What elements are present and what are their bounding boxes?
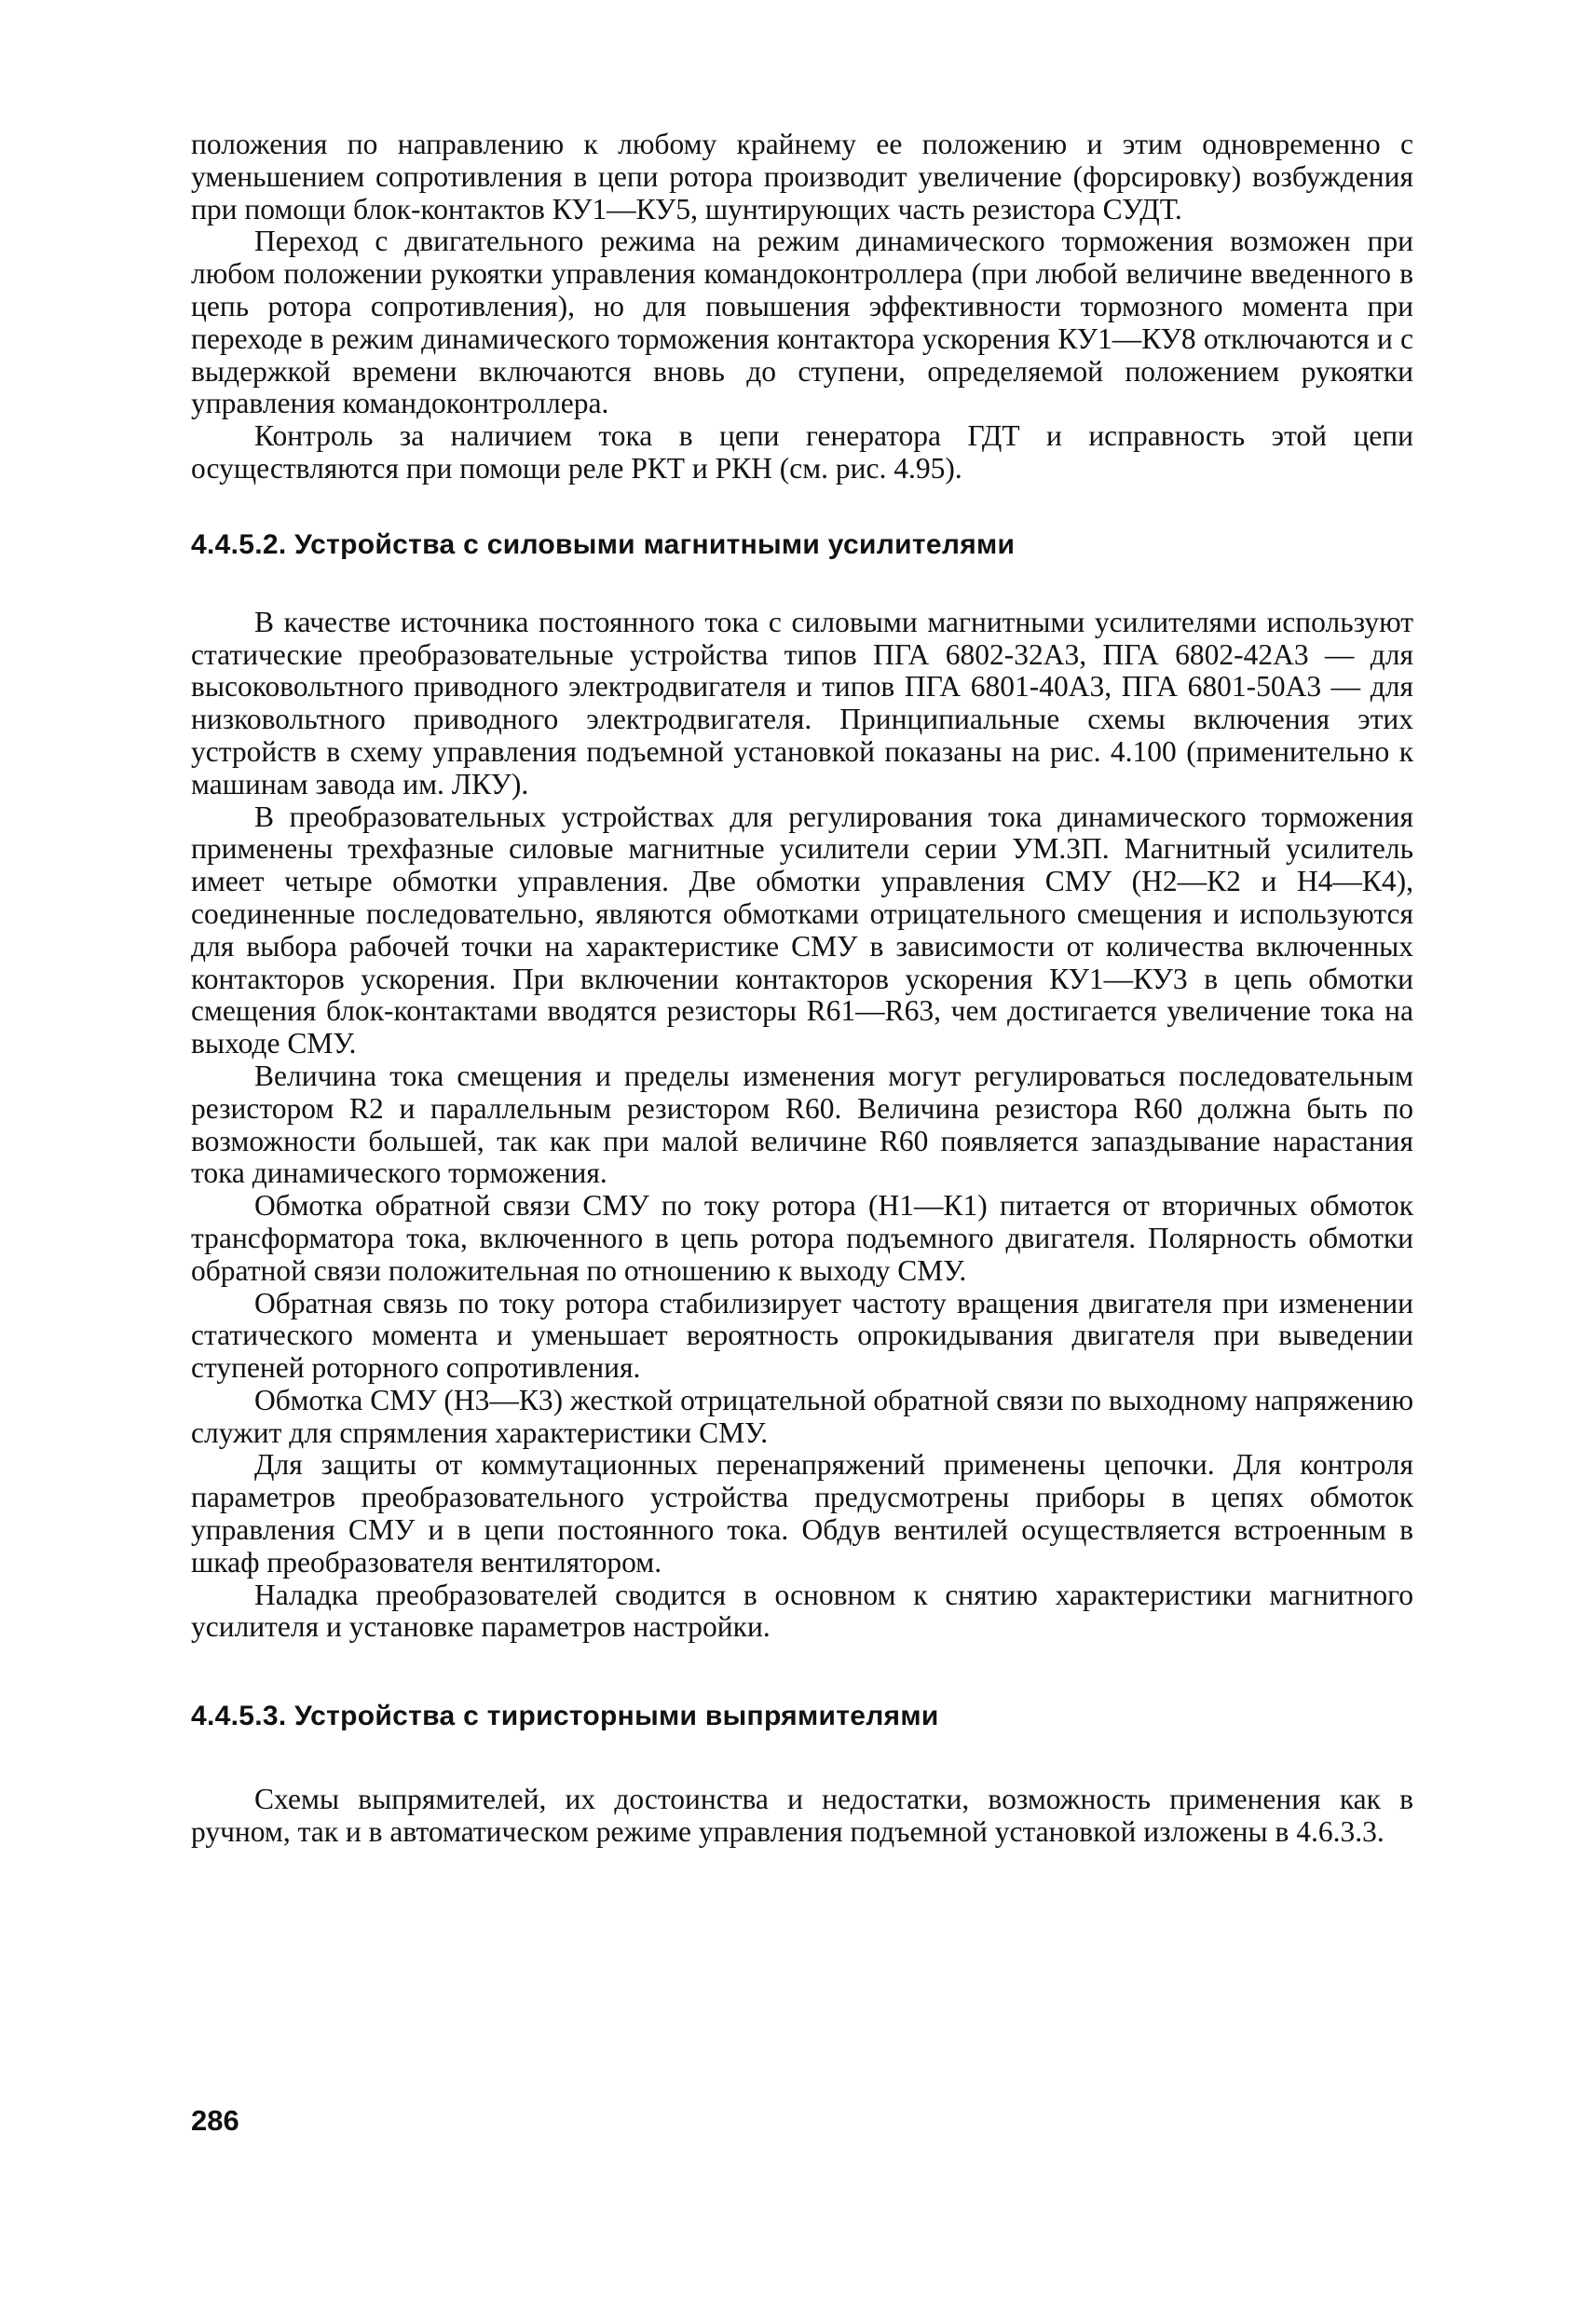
paragraph-current-control: Контроль за наличием тока в цепи генератора ГДТ и исправность этой цепи осуществляются при помощи реле РКТ и РКН (см. рис. 4.95). xyxy=(191,419,1413,485)
paragraph-continuation: положения по направлению к любому крайнему ее положению и этим одновременно с уменьшением сопротивления в цепи ротора производит увеличение (форсировку) возбуждения при помощи блок-контактов КУ1—КУ5, шунтирующих часть резистора СУДТ. xyxy=(191,128,1413,226)
paragraph-rectifier-schemes: Схемы выпрямителей, их достоинства и недостатки, возможность применения как в ручном, так и в автоматическом режиме управления подъемной установкой изложены в 4.6.3.3. xyxy=(191,1783,1413,1849)
paragraph-rotor-feedback: Обратная связь по току ротора стабилизирует частоту вращения двигателя при изменении статического момента и уменьшает вероятность опрокидывания двигателя при выведении ступеней роторного сопротивления. xyxy=(191,1286,1413,1385)
paragraph-negative-feedback: Обмотка СМУ (Н3—К3) жесткой отрицательной обратной связи по выходному напряжению служит для спрямления характеристики СМУ. xyxy=(191,1383,1413,1449)
page-body xyxy=(191,129,1413,1849)
intro-text xyxy=(191,129,1413,485)
paragraph-feedback-winding: Обмотка обратной связи СМУ по току ротора (Н1—К1) питается от вторичных обмоток трансформатора тока, включенного в цепь ротора подъемного двигателя. Полярность обмотки обратной связи положительная по отношению к выходу СМУ. xyxy=(191,1189,1413,1287)
section-heading-magnetic-amplifiers: 4.4.5.2. Устройства с силовыми магнитными усилителями xyxy=(191,528,1016,560)
paragraph-protection: Для защиты от коммутационных перенапряжений применены цепочки. Для контроля параметров преобразовательного устройства предусмотрены приборы в цепях обмоток управления СМУ и в цепи постоянного тока. Обдув вентилей осуществляется встроенным в шкаф преобразователя вентилятором. xyxy=(191,1448,1413,1579)
paragraph-converter-devices: В преобразовательных устройствах для регулирования тока динамического торможения применены трехфазные силовые магнитные усилители серии УМ.3П. Магнитный усилитель имеет четыре обмотки управления. Две обмотки управления СМУ (Н2—К2 и Н4—К4), соединенные последовательно, являются обмотками отрицательного смещения и используются для выбора рабочей точки на характеристике СМУ в зависимости от количества включенных контакторов ускорения. При включении контакторов ускорения КУ1—КУ3 в цепь обмотки смещения блок-контактами вводятся резисторы R61—R63, чем достигается увеличение тока на выходе СМУ. xyxy=(191,800,1413,1060)
paragraph-braking-transition: Переход с двигательного режима на режим динамического торможения возможен при любом положении рукоятки управления командоконтроллера (при любой величине введенного в цепь ротора сопротивления), но для повышения эффективности тормозного момента при переходе в режим динамического торможения контактора ускорения КУ1—КУ8 отключаются и с выдержкой времени включаются вновь до ступени, определяемой положением рукоятки управления командоконтроллера. xyxy=(191,225,1413,420)
paragraph-bias-current: Величина тока смещения и пределы изменения могут регулироваться последовательным резистором R2 и параллельным резистором R60. Величина резистора R60 должна быть по возможности большей, так как при малой величине R60 появляется запаздывание нарастания тока динамического торможения. xyxy=(191,1059,1413,1190)
section-heading-thyristor-rectifiers: 4.4.5.3. Устройства с тиристорными выпрямителями xyxy=(191,1701,939,1732)
paragraph-adjustment: Наладка преобразователей сводится в основном к снятию характеристики магнитного усилителя и установке параметров настройки. xyxy=(191,1578,1413,1644)
paragraph-dc-source: В качестве источника постоянного тока с силовыми магнитными усилителями используют статические преобразовательные устройства типов ПГА 6802-32А3, ПГА 6802-42А3 — для высоковольтного приводного электродвигателя и типов ПГА 6801-40А3, ПГА 6801-50А3 — для низковольтного приводного электродвигателя. Принципиальные схемы включения этих устройств в схему управления подъемной установкой показаны на рис. 4.100 (применительно к машинам завода им. ЛКУ). xyxy=(191,605,1413,800)
section-thyristor-rectifiers-text xyxy=(191,1784,1413,1849)
section-magnetic-amplifiers-text xyxy=(191,607,1413,1645)
page-number: 286 xyxy=(191,2104,239,2137)
